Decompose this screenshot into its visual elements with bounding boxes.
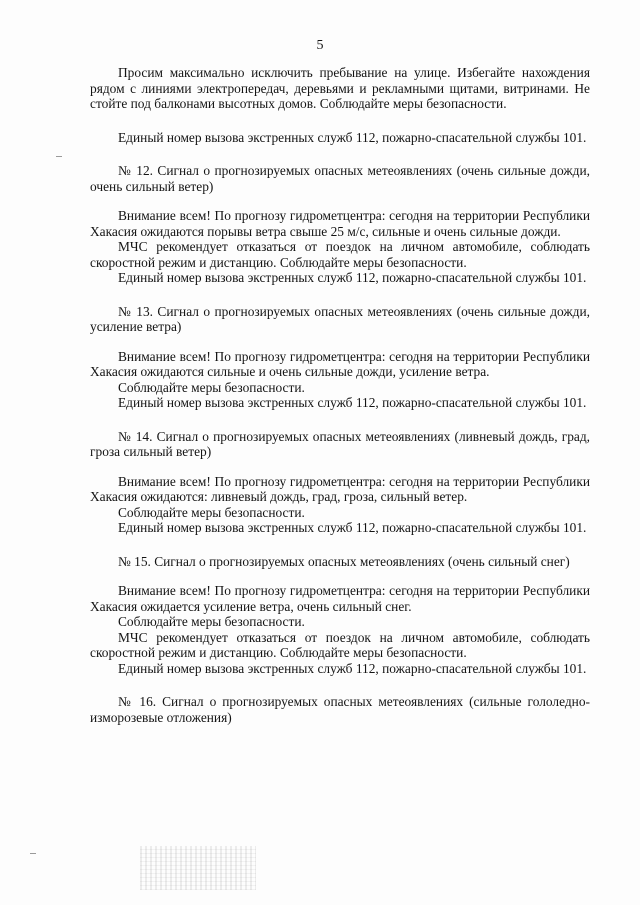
section-heading-13: № 13. Сигнал о прогнозируемых опасных метеоявлениях (очень сильные дожди, усиление ветра) <box>90 303 590 334</box>
scan-margin-mark <box>56 156 62 157</box>
section-15-paragraph: Единый номер вызова экстренных служб 112, пожарно-спасательной службы 101. <box>118 660 587 676</box>
section-15-paragraph: Соблюдайте меры безопасности. <box>118 614 305 629</box>
section-heading-15: № 15. Сигнал о прогнозируемых опасных метеоявлениях (очень сильный снег) <box>118 553 570 569</box>
section-heading-14: № 14. Сигнал о прогнозируемых опасных метеоявлениях (ливневый дождь, град, гроза сильный ветер) <box>90 428 590 459</box>
section-12-paragraph: МЧС рекомендует отказаться от поездок на личном автомобиле, соблюдать скоростной режим и дистанцию. Соблюдайте меры безопасности. <box>90 239 590 270</box>
scan-margin-mark <box>30 853 36 854</box>
section-15-paragraph: МЧС рекомендует отказаться от поездок на личном автомобиле, соблюдать скоростной режим и дистанцию. Соблюдайте меры безопасности. <box>90 629 590 660</box>
intro-emergency-numbers: Единый номер вызова экстренных служб 112, пожарно-спасательной службы 101. <box>118 129 587 145</box>
section-14-paragraph: Соблюдайте меры безопасности. <box>118 504 305 520</box>
document-body <box>90 65 590 725</box>
section-14-paragraph: Единый номер вызова экстренных служб 112, пожарно-спасательной службы 101. <box>118 520 587 535</box>
section-heading-12: № 12. Сигнал о прогнозируемых опасных метеоявлениях (очень сильные дожди, очень сильный ветер) <box>90 163 590 194</box>
section-14-paragraph: Внимание всем! По прогнозу гидрометцентра: сегодня на территории Республики Хакасия ожидаются: ливневый дождь, град, гроза, сильный ветер. <box>90 473 590 504</box>
section-12-paragraph: Единый номер вызова экстренных служб 112, пожарно-спасательной службы 101. <box>118 270 587 285</box>
section-13-paragraph: Внимание всем! По прогнозу гидрометцентра: сегодня на территории Республики Хакасия ожидаются сильные и очень сильные дожди, усиление ветра. <box>90 348 590 379</box>
intro-paragraph: Просим максимально исключить пребывание на улице. Избегайте нахождения рядом с линиями электропередач, деревьями и рекламными щитами, витринами. Не стойте под балконами высотных домов. Соблюдайте меры безопасности. <box>90 65 590 111</box>
section-13-paragraph: Единый номер вызова экстренных служб 112, пожарно-спасательной службы 101. <box>118 395 587 410</box>
page-number: 5 <box>316 38 324 53</box>
section-15-paragraph: Внимание всем! По прогнозу гидрометцентра: сегодня на территории Республики Хакасия ожидается усиление ветра, очень сильный снег. <box>90 583 590 614</box>
section-heading-16: № 16. Сигнал о прогнозируемых опасных метеоявлениях (сильные гололедно-изморозевые отложения) <box>90 694 590 725</box>
faded-stamp-mark <box>140 846 256 890</box>
section-12-paragraph: Внимание всем! По прогнозу гидрометцентра: сегодня на территории Республики Хакасия ожидаются порывы ветра свыше 25 м/с, сильные и очень сильные дожди. <box>90 208 590 239</box>
section-13-paragraph: Соблюдайте меры безопасности. <box>118 379 305 395</box>
